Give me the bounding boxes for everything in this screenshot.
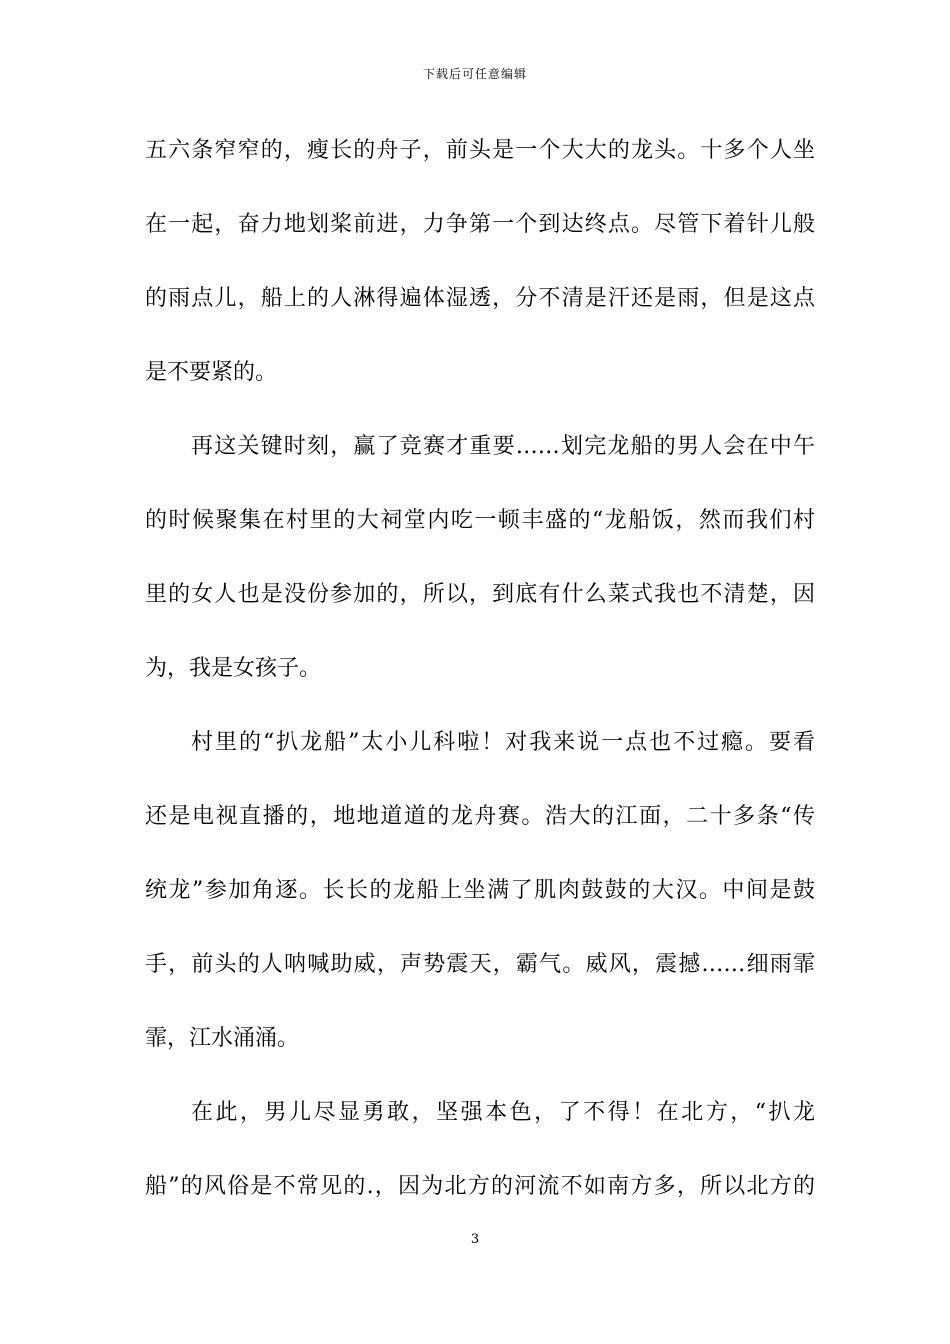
text-line: 统龙”参加角逐。长长的龙船上坐满了肌肉鼓鼓的大汉。中间是鼓 xyxy=(145,878,815,903)
text-line: 的雨点儿，船上的人淋得遍体湿透，分不清是汗还是雨，但是这点 xyxy=(145,286,815,311)
page-number: 3 xyxy=(470,1232,480,1247)
text-line: 再这关键时刻，赢了竞赛才重要……划完龙船的男人会在中午 xyxy=(191,434,815,459)
text-line: 霏，江水涌涌。 xyxy=(145,1026,300,1051)
text-line: 船”的风俗是不常见的.，因为北方的河流不如南方多，所以北方的 xyxy=(145,1174,815,1199)
text-line: 村里的“扒龙船”太小儿科啦！对我来说一点也不过瘾。要看 xyxy=(191,730,815,755)
page-header: 下载后可任意编辑 xyxy=(422,67,527,81)
text-line: 为，我是女孩子。 xyxy=(145,656,322,681)
text-line: 在此，男儿尽显勇敢，坚强本色，了不得！在北方，“扒龙 xyxy=(191,1100,815,1125)
text-line: 手，前头的人呐喊助威，声势震天，霸气。威风，震撼……细雨霏 xyxy=(145,952,815,977)
text-line: 的时候聚集在村里的大祠堂内吃一顿丰盛的“龙船饭，然而我们村 xyxy=(145,508,815,533)
text-line: 里的女人也是没份参加的，所以，到底有什么菜式我也不清楚，因 xyxy=(145,582,815,607)
text-line: 还是电视直播的，地地道道的龙舟赛。浩大的江面，二十多条“传 xyxy=(145,804,815,829)
text-line: 在一起，奋力地划桨前进，力争第一个到达终点。尽管下着针儿般 xyxy=(145,212,815,237)
text-line: 五六条窄窄的，瘦长的舟子，前头是一个大大的龙头。十多个人坐 xyxy=(145,138,815,163)
text-line: 是不要紧的。 xyxy=(145,360,278,385)
